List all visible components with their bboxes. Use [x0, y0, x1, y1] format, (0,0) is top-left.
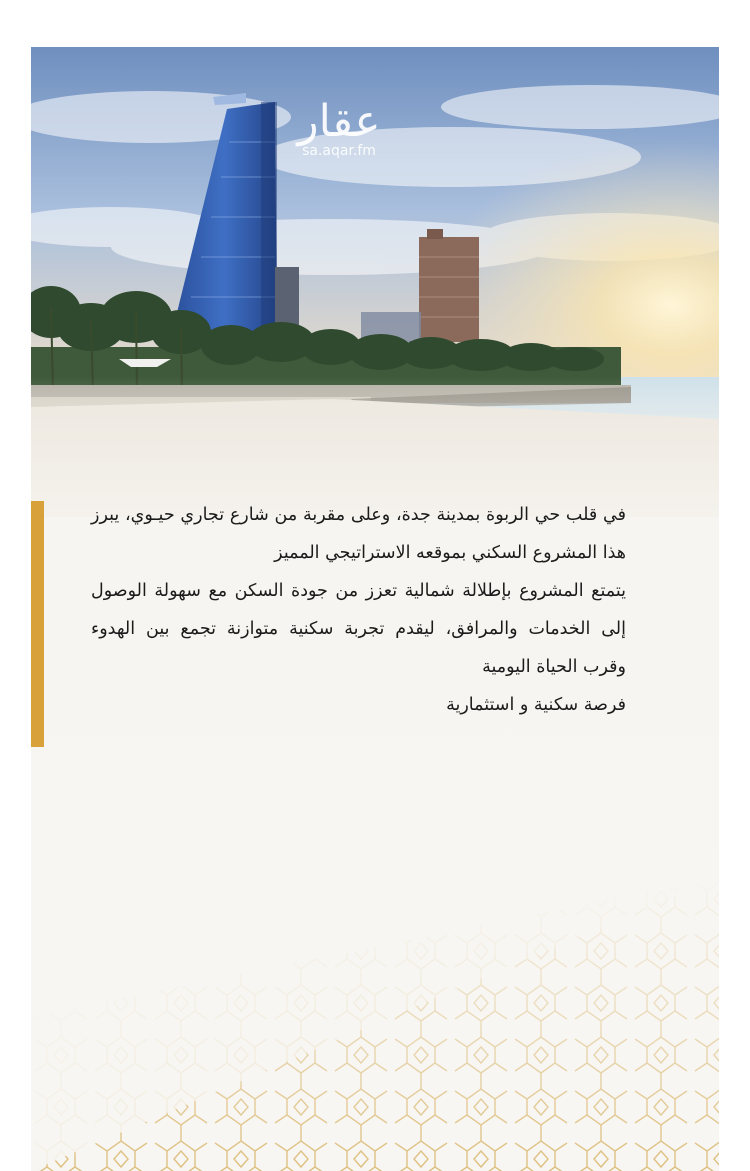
description-paragraph-1: في قلب حي الربوة بمدينة جدة، وعلى مقربة من شارع تجاري حيـوي، يبرز هذا المشروع السكني بموقعه الاستراتيجي المميز	[91, 505, 626, 563]
accent-bar	[31, 501, 44, 747]
description-paragraph-3: فرصة سكنية و استثمارية	[446, 695, 626, 715]
logo-url: sa.aqar.fm	[302, 143, 376, 159]
description-paragraph-2: يتمتع المشروع بإطلالة شمالية تعزز من جودة السكن مع سهولة الوصول إلى الخدمات والمرافق، ليقدم تجربة سكنية متوازنة تجمع بين الهدوء وقرب الحياة اليومية	[91, 581, 626, 677]
aqar-logo	[269, 96, 409, 169]
geometric-pattern	[31, 877, 719, 1171]
listing-image-card[interactable]	[31, 47, 719, 1171]
description-text	[91, 496, 626, 724]
logo-word: عقار	[297, 96, 381, 147]
